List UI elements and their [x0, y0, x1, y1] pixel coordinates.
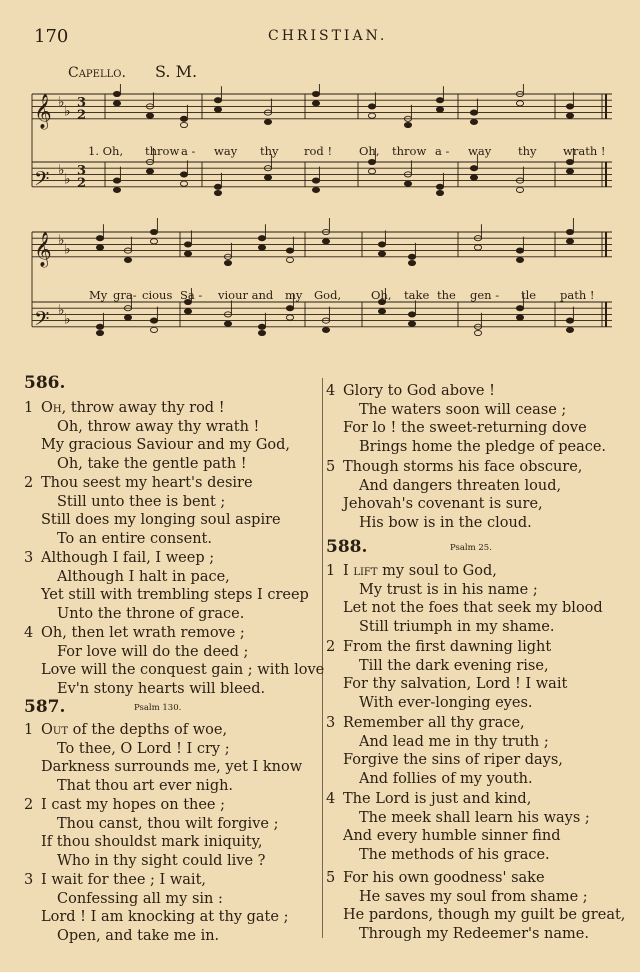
lyric-syllable: Oh,	[359, 144, 380, 158]
verse-line	[343, 563, 497, 579]
hymn-number: 587.	[24, 697, 66, 717]
verse-line: Who in thy sight could live ?	[57, 852, 266, 869]
lyric-syllable: wrath !	[563, 144, 606, 158]
verse-line: Still triumph in my shame.	[359, 618, 555, 635]
lyric-syllable: throw	[392, 144, 427, 158]
lyric-syllable: thy	[518, 144, 537, 158]
note-head	[96, 324, 103, 329]
note-head	[180, 172, 187, 177]
note-head	[146, 169, 153, 174]
flat-sign: ♭	[64, 103, 71, 120]
note-head	[184, 309, 191, 314]
note-head	[566, 104, 573, 109]
verse-line: The methods of his grace.	[359, 846, 550, 863]
tune-name-text: Capello.	[68, 65, 126, 81]
verse-line: Darkness surrounds me, yet I know	[41, 759, 303, 776]
note-head	[124, 315, 131, 320]
note-head	[368, 169, 375, 174]
bass-clef: 𝄢	[34, 306, 50, 335]
lyric-syllable: the	[437, 288, 456, 302]
note-head	[408, 321, 415, 326]
note-head	[436, 190, 443, 195]
note-head	[96, 245, 103, 250]
verse-line-rest: my soul to God,	[377, 563, 497, 579]
lyric-syllable: viour and	[218, 288, 274, 302]
bass-clef: 𝄢	[34, 166, 50, 195]
verse-number: 2	[24, 475, 34, 491]
note-head	[113, 187, 120, 192]
verse-line: For love will do the deed ;	[57, 643, 249, 660]
verse-line: My gracious Saviour and my God,	[41, 437, 291, 454]
treble-clef: 𝄞	[34, 231, 52, 267]
verse-line: Brings home the pledge of peace.	[359, 438, 607, 455]
note-head	[124, 257, 131, 262]
note-head	[96, 330, 103, 335]
note-head	[516, 315, 523, 320]
verse-first-word: Out	[41, 722, 68, 738]
note-head	[180, 122, 187, 127]
flat-sign: ♭	[64, 171, 71, 188]
note-head	[474, 245, 481, 250]
note-head	[96, 236, 103, 241]
lyric-syllable: take	[404, 288, 430, 302]
lyric-syllable: My	[89, 288, 108, 302]
note-head	[286, 248, 293, 253]
lyric-syllable: my	[285, 288, 303, 302]
running-title: CHRISTIAN.	[268, 28, 388, 44]
lyric-syllable: way	[468, 144, 492, 158]
lyric-syllable: a -	[181, 144, 196, 158]
verse-line: Through my Redeemer's name.	[359, 925, 589, 942]
note-head	[184, 242, 191, 247]
flat-sign: ♭	[64, 311, 71, 328]
note-head	[436, 184, 443, 189]
tune-name	[68, 63, 126, 81]
note-head	[258, 330, 265, 335]
verse-number: 4	[24, 625, 34, 641]
page-number: 170	[34, 26, 69, 47]
note-head	[404, 122, 411, 127]
verse-line: And follies of my youth.	[359, 770, 533, 787]
note-head	[286, 315, 293, 320]
verse-line: Although I halt in pace,	[57, 568, 230, 585]
note-head	[368, 159, 375, 164]
note-head	[378, 251, 385, 256]
note-head	[150, 318, 157, 323]
note-head	[566, 113, 573, 118]
verse-line: Although I fail, I weep ;	[41, 550, 215, 566]
lyric-syllable: Sa -	[180, 288, 203, 302]
verse-number: 5	[326, 870, 336, 886]
verse-line: The Lord is just and kind,	[343, 791, 532, 807]
verse-number: 5	[326, 459, 336, 475]
verse-first-word: I lift	[343, 563, 378, 579]
verse-line: Jehovah's covenant is sure,	[343, 496, 543, 513]
note-head	[258, 245, 265, 250]
verse-line: With ever-longing eyes.	[359, 694, 533, 711]
verse-line: Thou seest my heart's desire	[41, 475, 253, 491]
note-head	[516, 306, 523, 311]
verse-line: Till the dark evening rise,	[359, 657, 549, 674]
verse-line: I cast my hopes on thee ;	[41, 797, 226, 813]
verse-number: 4	[326, 791, 336, 807]
note-head	[566, 327, 573, 332]
verse-line-rest: throw away thy rod !	[70, 400, 225, 416]
verse-line: For lo ! the sweet-returning dove	[343, 420, 587, 437]
note-head	[516, 257, 523, 262]
lyric-syllable: throw	[145, 144, 180, 158]
note-head	[312, 101, 319, 106]
note-head	[566, 159, 573, 164]
note-head	[150, 327, 157, 332]
tune-meter: S. M.	[155, 62, 198, 81]
verse-line: I wait for thee ; I wait,	[41, 872, 207, 888]
verse-line: That thou art ever nigh.	[57, 777, 234, 794]
note-head	[566, 169, 573, 174]
note-head	[322, 327, 329, 332]
verse-line: Love will the conquest gain ; with love	[41, 662, 325, 679]
note-head	[113, 178, 120, 183]
lyric-syllable: 1. Oh,	[88, 144, 124, 158]
note-head	[214, 107, 221, 112]
verse-line: The meek shall learn his ways ;	[359, 809, 590, 826]
note-head	[566, 318, 573, 323]
note-head	[224, 260, 231, 265]
verse-line: Though storms his face obscure,	[343, 459, 583, 475]
verse-line: Glory to God above !	[343, 383, 495, 399]
note-head	[214, 184, 221, 189]
verse-line-rest: of the depths of woe,	[68, 722, 228, 738]
verse-number: 1	[24, 722, 34, 738]
note-head	[312, 187, 319, 192]
verse-number: 1	[24, 400, 34, 416]
flat-sign: ♭	[64, 241, 71, 258]
flat-sign: ♭	[58, 232, 65, 249]
note-head	[150, 239, 157, 244]
note-head	[258, 236, 265, 241]
column-divider	[322, 378, 323, 938]
note-head	[436, 98, 443, 103]
verse-line: My trust is in his name ;	[359, 581, 538, 598]
note-head	[408, 312, 415, 317]
note-head	[566, 239, 573, 244]
verse-line: His bow is in the cloud.	[359, 514, 532, 531]
verse-line: Remember all thy grace,	[343, 715, 525, 731]
hymn-number: 586.	[24, 373, 66, 393]
lyric-syllable: cious	[142, 288, 173, 302]
lyric-syllable: gra-	[113, 288, 137, 302]
note-head	[566, 229, 573, 234]
verse-line: The waters soon will cease ;	[359, 401, 567, 418]
verse-line: Thou canst, thou wilt forgive ;	[57, 815, 279, 832]
note-head	[312, 91, 319, 96]
note-head	[470, 166, 477, 171]
note-head	[146, 113, 153, 118]
verse-line: Still unto thee is bent ;	[57, 493, 226, 510]
note-head	[368, 113, 375, 118]
verse-line: Yet still with trembling steps I creep	[41, 587, 309, 604]
note-head	[150, 229, 157, 234]
note-head	[264, 119, 271, 124]
verse-line: If thou shouldst mark iniquity,	[41, 834, 263, 851]
verse-line: Confessing all my sin :	[57, 890, 223, 907]
note-head	[113, 101, 120, 106]
verse-line	[41, 400, 225, 416]
time-signature: 3	[77, 95, 87, 111]
flat-sign: ♭	[58, 162, 65, 179]
verse-line: For thy salvation, Lord ! I wait	[343, 676, 568, 693]
time-signature: 2	[77, 175, 87, 191]
verse-line: To thee, O Lord ! I cry ;	[57, 740, 230, 757]
verse-line: For his own goodness' sake	[343, 870, 545, 886]
note-head	[378, 242, 385, 247]
verse-line: And every humble sinner find	[343, 828, 561, 845]
music-score	[0, 84, 640, 354]
note-head	[368, 104, 375, 109]
note-head	[264, 175, 271, 180]
psalm-reference: Psalm 130.	[134, 703, 182, 713]
note-head	[436, 107, 443, 112]
verse-line: Oh, take the gentle path !	[57, 455, 247, 472]
lyric-syllable: gen -	[470, 288, 500, 302]
note-head	[224, 321, 231, 326]
verse-number: 3	[24, 550, 34, 566]
note-head	[286, 306, 293, 311]
verse-line: Unto the throne of grace.	[57, 605, 245, 622]
verse-line: And dangers threaten loud,	[359, 477, 562, 494]
treble-clef: 𝄞	[34, 93, 52, 129]
lyric-syllable: rod !	[304, 144, 333, 158]
note-head	[408, 260, 415, 265]
note-head	[322, 239, 329, 244]
note-head	[470, 175, 477, 180]
note-head	[184, 251, 191, 256]
note-head	[404, 181, 411, 186]
time-signature: 3	[77, 163, 87, 179]
note-head	[516, 187, 523, 192]
note-head	[180, 181, 187, 186]
verse-line: To an entire consent.	[57, 530, 212, 547]
note-head	[408, 254, 415, 259]
verse-line: Still does my longing soul aspire	[41, 512, 281, 529]
verse-first-word: Oh,	[41, 400, 71, 416]
psalm-reference: Psalm 25.	[450, 543, 492, 553]
lyric-syllable: path !	[560, 288, 595, 302]
note-head	[470, 110, 477, 115]
lyric-syllable: God,	[314, 288, 342, 302]
verse-line: Open, and take me in.	[57, 927, 220, 944]
note-head	[378, 309, 385, 314]
lyric-syllable: a -	[435, 144, 450, 158]
note-head	[474, 330, 481, 335]
note-head	[516, 101, 523, 106]
verse-line: And lead me in thy truth ;	[359, 733, 549, 750]
note-head	[214, 190, 221, 195]
note-head	[258, 324, 265, 329]
verse-number: 2	[24, 797, 34, 813]
verse-line: From the first dawning light	[343, 639, 552, 655]
lyric-syllable: way	[214, 144, 238, 158]
verse-line: Oh, then let wrath remove ;	[41, 625, 245, 641]
lyric-syllable: tle	[521, 288, 537, 302]
time-signature: 2	[77, 107, 87, 123]
hymn-number: 588.	[326, 537, 368, 557]
note-head	[470, 119, 477, 124]
note-head	[180, 116, 187, 121]
note-head	[286, 257, 293, 262]
note-head	[312, 178, 319, 183]
lyric-syllable: thy	[260, 144, 279, 158]
verse-number: 2	[326, 639, 336, 655]
verse-number: 3	[24, 872, 34, 888]
verse-line: Let not the foes that seek my blood	[343, 600, 603, 617]
verse-line: He pardons, though my guilt be great,	[343, 907, 626, 924]
verse-line: Ev'n stony hearts will bleed.	[57, 680, 266, 697]
verse-line	[41, 722, 227, 738]
verse-line: He saves my soul from shame ;	[359, 888, 588, 905]
lyric-syllable: Oh,	[371, 288, 392, 302]
verse-number: 1	[326, 563, 336, 579]
note-head	[113, 91, 120, 96]
flat-sign: ♭	[58, 302, 65, 319]
note-head	[214, 98, 221, 103]
verse-line: Forgive the sins of riper days,	[343, 752, 563, 769]
note-head	[516, 248, 523, 253]
verse-line: Lord ! I am knocking at thy gate ;	[41, 909, 289, 926]
verse-number: 3	[326, 715, 336, 731]
flat-sign: ♭	[58, 94, 65, 111]
verse-line: Oh, throw away thy wrath !	[57, 418, 260, 435]
verse-number: 4	[326, 383, 336, 399]
